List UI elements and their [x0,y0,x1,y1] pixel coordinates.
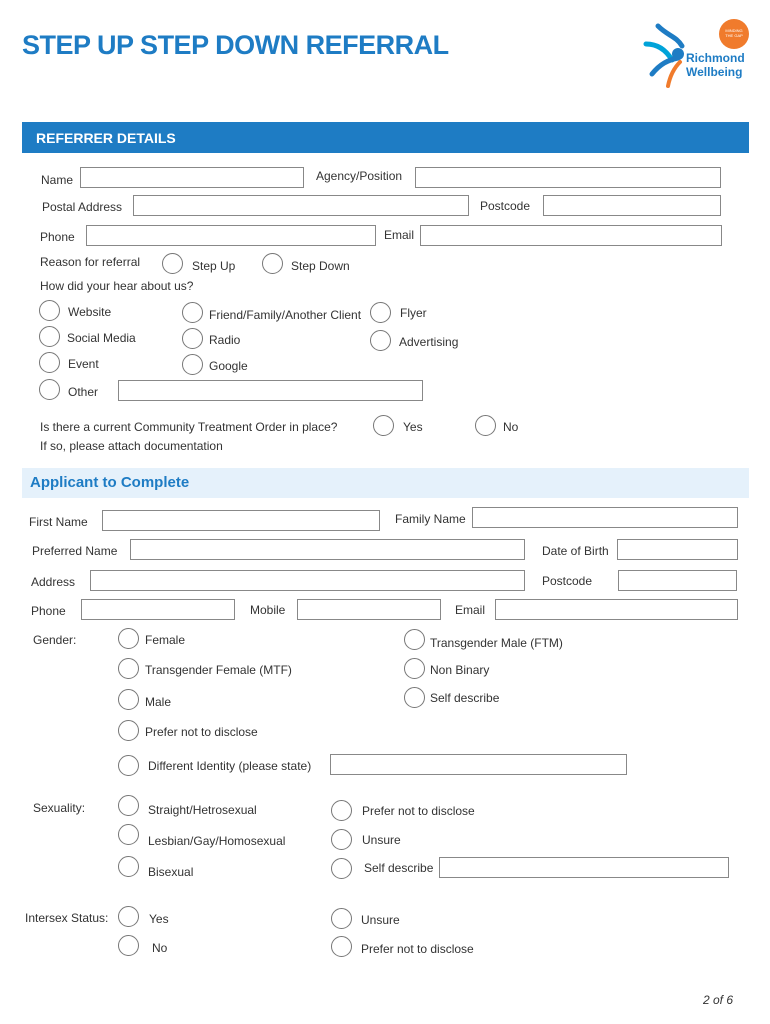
gender-different-label: Different Identity (please state) [148,759,312,773]
advertising-radio[interactable] [370,330,391,351]
flyer-label: Flyer [400,306,427,320]
step-down-label: Step Down [291,259,350,273]
dob-field[interactable] [617,539,738,560]
friend-label: Friend/Family/Another Client [209,308,362,322]
email-label: Email [384,228,415,242]
intersex-no-radio[interactable] [118,935,139,956]
event-label: Event [68,357,99,371]
preferred-name-label: Preferred Name [32,544,118,558]
intersex-yes-label: Yes [149,912,169,926]
logo-text-2: Wellbeing [686,65,743,79]
sexuality-unsure-label: Unsure [362,833,401,847]
address-field[interactable] [90,570,525,591]
applicant-email-label: Email [455,603,486,617]
svg-text:MINDING: MINDING [725,28,743,33]
agency-field[interactable] [415,167,721,188]
page-number: 2 of 6 [703,993,734,1007]
sexuality-self-field[interactable] [439,857,729,878]
applicant-phone-label: Phone [31,604,66,618]
gender-nonbinary-radio[interactable] [404,658,425,679]
first-name-field[interactable] [102,510,380,531]
step-up-radio[interactable] [162,253,183,274]
intersex-yes-radio[interactable] [118,906,139,927]
postcode-label: Postcode [480,199,531,213]
mobile-label: Mobile [250,603,286,617]
applicant-email-field[interactable] [495,599,738,620]
google-label: Google [209,359,248,373]
intersex-no-label: No [152,941,168,955]
other-radio[interactable] [39,379,60,400]
intersex-label: Intersex Status: [25,911,109,925]
gender-prefer-not-label: Prefer not to disclose [145,725,258,739]
gender-nonbinary-label: Non Binary [430,663,490,677]
other-field[interactable] [118,380,423,401]
sexuality-self-radio[interactable] [331,858,352,879]
postcode-field[interactable] [543,195,721,216]
gender-trans-female-label: Transgender Female (MTF) [145,663,292,677]
step-down-radio[interactable] [262,253,283,274]
gender-label: Gender: [33,633,77,647]
cto-attach-note: If so, please attach documentation [40,439,223,453]
cto-no-label: No [503,420,519,434]
gender-self-label: Self describe [430,691,500,705]
gender-self-radio[interactable] [404,687,425,708]
event-radio[interactable] [39,352,60,373]
sexuality-bisexual-radio[interactable] [118,856,139,877]
flyer-radio[interactable] [370,302,391,323]
gender-different-radio[interactable] [118,755,139,776]
intersex-prefer-not-label: Prefer not to disclose [361,942,474,956]
gender-male-radio[interactable] [118,689,139,710]
gender-trans-male-label: Transgender Male (FTM) [430,636,563,650]
address-label: Address [31,575,76,589]
referrer-section-title: REFERRER DETAILS [36,130,176,146]
preferred-name-field[interactable] [130,539,525,560]
family-name-field[interactable] [472,507,738,528]
referrer-phone-field[interactable] [86,225,376,246]
applicant-postcode-field[interactable] [618,570,737,591]
website-radio[interactable] [39,300,60,321]
mobile-field[interactable] [297,599,441,620]
sexuality-label: Sexuality: [33,801,86,815]
referrer-name-field[interactable] [80,167,304,188]
sexuality-prefer-not-radio[interactable] [331,800,352,821]
intersex-unsure-radio[interactable] [331,908,352,929]
other-label: Other [68,385,99,399]
reason-label: Reason for referral [40,255,141,269]
social-media-radio[interactable] [39,326,60,347]
friend-radio[interactable] [182,302,203,323]
agency-label: Agency/Position [316,169,403,183]
name-label: Name [41,173,74,187]
sexuality-lgh-label: Lesbian/Gay/Homosexual [148,834,286,848]
phone-label: Phone [40,230,75,244]
gender-female-radio[interactable] [118,628,139,649]
gender-female-label: Female [145,633,186,647]
advertising-label: Advertising [399,335,459,349]
richmond-wellbeing-logo [638,16,756,94]
applicant-section-header [22,468,749,498]
sexuality-lgh-radio[interactable] [118,824,139,845]
intersex-prefer-not-radio[interactable] [331,936,352,957]
page-title: STEP UP STEP DOWN REFERRAL [22,30,449,60]
radio-label: Radio [209,333,241,347]
social-media-label: Social Media [67,331,136,345]
radio-radio[interactable] [182,328,203,349]
gender-trans-male-radio[interactable] [404,629,425,650]
gender-prefer-not-radio[interactable] [118,720,139,741]
family-name-label: Family Name [395,512,466,526]
sexuality-bisexual-label: Bisexual [148,865,194,879]
cto-yes-radio[interactable] [373,415,394,436]
cto-no-radio[interactable] [475,415,496,436]
applicant-section-title: Applicant to Complete [30,474,190,491]
cto-question: Is there a current Community Treatment Order in place? [40,420,338,434]
sexuality-straight-radio[interactable] [118,795,139,816]
cto-yes-label: Yes [403,420,423,434]
dob-label: Date of Birth [542,544,609,558]
sexuality-unsure-radio[interactable] [331,829,352,850]
gender-male-label: Male [145,695,172,709]
intersex-unsure-label: Unsure [361,913,400,927]
website-label: Website [68,305,112,319]
google-radio[interactable] [182,354,203,375]
step-up-label: Step Up [192,259,236,273]
first-name-label: First Name [29,515,88,529]
postal-address-field[interactable] [133,195,469,216]
applicant-postcode-label: Postcode [542,574,593,588]
gender-trans-female-radio[interactable] [118,658,139,679]
sexuality-self-label: Self describe [364,861,434,875]
postal-label: Postal Address [42,200,123,214]
how-heard-label: How did your hear about us? [40,279,194,293]
logo-text-1: Richmond [686,51,745,65]
svg-text:THE GAP: THE GAP [725,33,743,38]
referrer-email-field[interactable] [420,225,722,246]
different-identity-field[interactable] [330,754,627,775]
sexuality-straight-label: Straight/Hetrosexual [148,803,257,817]
sexuality-prefer-not-label: Prefer not to disclose [362,804,475,818]
referrer-section-header [22,122,749,153]
applicant-phone-field[interactable] [81,599,235,620]
